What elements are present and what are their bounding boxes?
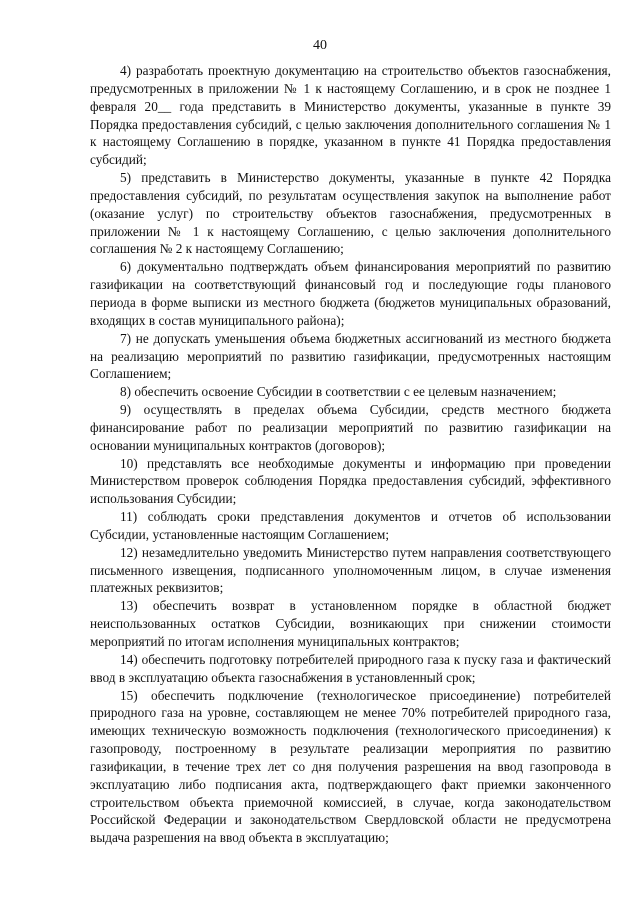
paragraph-item-6: 6) документально подтверждать объем финансирования мероприятий по развитию газификации на соответствующий финансовый год и последующие годы планового периода в форме выписки из местного бюджета (бюджетов муниципальных образований, входящих в состав муниципального района); bbox=[90, 259, 611, 328]
paragraph-item-13: 13) обеспечить возврат в установленном порядке в областной бюджет неиспользованных остатков Субсидии, возникающих при снижении стоимости мероприятий по итогам исполнения муниципальных контрактов; bbox=[90, 598, 611, 649]
paragraph-item-11: 11) соблюдать сроки представления документов и отчетов об использовании Субсидии, установленные настоящим Соглашением; bbox=[90, 509, 611, 542]
paragraph-item-14: 14) обеспечить подготовку потребителей природного газа к пуску газа и фактический ввод в эксплуатацию объекта газоснабжения в установленный срок; bbox=[90, 651, 611, 685]
paragraph-item-9: 9) осуществлять в пределах объема Субсидии, средств местного бюджета финансирование работ по реализации мероприятий по развитию газификации на основании муниципальных контрактов (договоров); bbox=[90, 402, 611, 453]
paragraph-item-4: 4) разработать проектную документацию на строительство объектов газоснабжения, предусмотренных в приложении № 1 к настоящему Соглашению, и в срок не позднее 1 февраля 20__ года представить в Министерство документы, указанные в пункте 39 Порядка предоставления субсидий, с целью заключения дополнительного соглашения № 1 к настоящему Соглашению в порядке, указанном в пункте 41 Порядка предоставления субсидий; bbox=[90, 63, 611, 168]
paragraph-item-10: 10) представлять все необходимые документы и информацию при проведении Министерством проверок соблюдения Порядка предоставления субсидий, эффективного использования Субсидии; bbox=[90, 455, 611, 507]
page-number: 40 bbox=[313, 38, 327, 53]
paragraph-item-12: 12) незамедлительно уведомить Министерство путем направления соответствующего письменного извещения, подписанного уполномоченным лицом, в случае изменения платежных реквизитов; bbox=[90, 544, 611, 596]
paragraph-item-15: 15) обеспечить подключение (технологическое присоединение) потребителей природного газа на уровне, составляющем не менее 70% потребителей природного газа, имеющих техническую возможность подключения (технологического присоединения) к газопроводу, построенному в результате реализации мероприятия по развитию газификации, в течение трех лет со дня получения разрешения на ввод газопровода в эксплуатацию либо подписания акта, подтверждающего факт приемки законченного строительством объекта приемочной комиссией, в случае, когда законодательством Российской Федерации и законодательством Свердловской области не предусмотрена выдача разрешения на ввод объекта в эксплуатацию; bbox=[90, 687, 611, 846]
paragraph-item-5: 5) представить в Министерство документы, указанные в пункте 42 Порядка предоставления субсидий, по результатам осуществления закупок на выполнение работ (оказание услуг) по строительству объектов газоснабжения, предусмотренных в приложении № 1 к настоящему Соглашению, с целью заключения дополнительного соглашения № 2 к настоящему Соглашению; bbox=[90, 170, 611, 257]
document-body bbox=[90, 62, 611, 847]
paragraph-item-8: 8) обеспечить освоение Субсидии в соответствии с ее целевым назначением; bbox=[120, 384, 557, 400]
paragraph-item-7: 7) не допускать уменьшения объема бюджетных ассигнований из местного бюджета на реализацию мероприятий по развитию газификации, предусмотренных настоящим Соглашением; bbox=[90, 330, 611, 382]
